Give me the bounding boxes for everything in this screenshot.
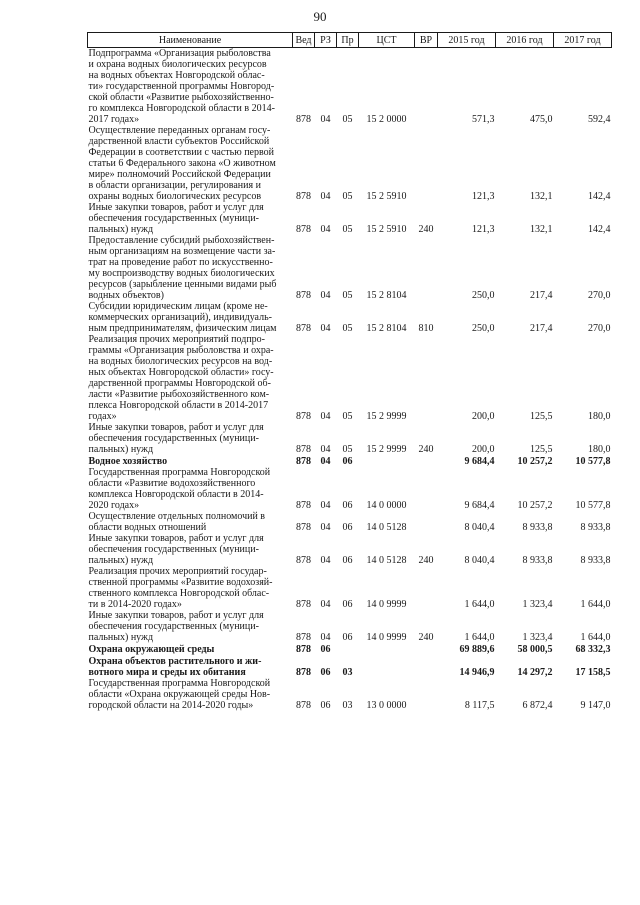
cell-2016: 125,5 — [530, 444, 553, 455]
cell-2015: 14 946,9 — [459, 667, 495, 678]
cell-rz: 04 — [320, 224, 331, 235]
cell-ved: 878 — [296, 191, 311, 202]
table-row — [88, 235, 612, 301]
cell-name: Иные закупки товаров, работ и услуг для обеспечения государственных (муници- пальных) нужд — [88, 533, 264, 566]
cell-rz: 04 — [320, 290, 331, 301]
cell-rz: 06 — [320, 667, 331, 678]
cell-2016: 10 257,2 — [517, 456, 553, 467]
cell-pr: 06 — [342, 500, 353, 511]
cell-vr: 240 — [418, 444, 434, 455]
cell-cst: 14 0 5128 — [366, 522, 407, 533]
cell-2016: 8 933,8 — [522, 522, 553, 533]
cell-vr — [415, 467, 438, 511]
cell-rz: 04 — [320, 599, 331, 610]
cell-pr: 05 — [342, 290, 353, 301]
col-header-2015: 2015 год — [438, 33, 496, 48]
cell-name: Осуществление переданных органам госу- дарственной власти субъектов Российской Федерации в соответствии с частью первой статьи 6 Федерального закона «О животном мире» полномочий Российской Федерации в области организации, регулирования и охраны водных биологических ресурсов — [88, 125, 276, 202]
cell-2017: 142,4 — [588, 191, 611, 202]
cell-2015: 1 644,0 — [464, 632, 495, 643]
table-row — [88, 511, 612, 533]
cell-2016: 125,5 — [530, 411, 553, 422]
cell-rz: 04 — [320, 456, 331, 467]
cell-cst: 15 2 5910 — [366, 191, 407, 202]
budget-table — [87, 32, 612, 711]
cell-vr — [415, 334, 438, 422]
cell-2016: 475,0 — [530, 114, 553, 125]
cell-cst: 14 0 9999 — [366, 632, 407, 643]
cell-2016: 6 872,4 — [522, 700, 553, 711]
cell-2017: 592,4 — [588, 114, 611, 125]
cell-pr: 03 — [342, 667, 353, 678]
cell-cst: 14 0 9999 — [366, 599, 407, 610]
cell-vr — [415, 455, 438, 467]
cell-ved: 878 — [296, 599, 311, 610]
col-header-ved: Вед — [293, 33, 315, 48]
cell-2017: 10 577,8 — [575, 500, 611, 511]
cell-2017: 180,0 — [588, 411, 611, 422]
cell-vr: 240 — [418, 224, 434, 235]
cell-2017: 1 644,0 — [580, 632, 611, 643]
cell-pr: 05 — [342, 444, 353, 455]
table-row — [88, 202, 612, 235]
cell-pr: 05 — [342, 411, 353, 422]
cell-2015: 250,0 — [472, 290, 495, 301]
cell-vr — [415, 511, 438, 533]
cell-2015: 8 040,4 — [464, 555, 495, 566]
cell-2016: 14 297,2 — [517, 667, 553, 678]
cell-ved: 878 — [296, 522, 311, 533]
cell-cst — [359, 455, 415, 467]
cell-vr: 240 — [418, 632, 434, 643]
cell-name: Государственная программа Новгородской области «Развитие водохозяйственного комплекса Новгородской области в 2014- 2020 годах» — [88, 467, 271, 511]
cell-pr: 06 — [342, 522, 353, 533]
table-row — [88, 610, 612, 643]
cell-2015: 9 684,4 — [464, 500, 495, 511]
cell-2017: 142,4 — [588, 224, 611, 235]
col-header-cst: ЦСТ — [359, 33, 415, 48]
cell-cst: 15 2 0000 — [366, 114, 407, 125]
cell-cst: 14 0 0000 — [366, 500, 407, 511]
cell-2016: 132,1 — [530, 224, 553, 235]
cell-2015: 8 117,5 — [464, 700, 495, 711]
table-row — [88, 455, 612, 467]
cell-ved: 878 — [296, 644, 311, 655]
cell-2016: 132,1 — [530, 191, 553, 202]
cell-rz: 04 — [320, 191, 331, 202]
cell-ved: 878 — [296, 290, 311, 301]
cell-2017: 10 577,8 — [575, 456, 611, 467]
table-header-row — [88, 33, 612, 48]
cell-ved: 878 — [296, 411, 311, 422]
cell-ved: 878 — [296, 700, 311, 711]
table-row — [88, 467, 612, 511]
cell-rz: 04 — [320, 114, 331, 125]
cell-2016: 10 257,2 — [517, 500, 553, 511]
cell-2015: 69 889,6 — [459, 644, 495, 655]
table-row — [88, 533, 612, 566]
table-row — [88, 301, 612, 334]
cell-name: Осуществление отдельных полномочий в области водных отношений — [88, 511, 266, 533]
cell-pr: 05 — [342, 224, 353, 235]
cell-name: Охрана окружающей среды — [88, 644, 215, 655]
cell-rz: 06 — [320, 644, 331, 655]
cell-rz: 04 — [320, 500, 331, 511]
cell-rz: 04 — [320, 444, 331, 455]
cell-pr — [337, 643, 359, 655]
table-row — [88, 334, 612, 422]
cell-pr: 06 — [342, 599, 353, 610]
cell-2017: 180,0 — [588, 444, 611, 455]
cell-rz: 04 — [320, 555, 331, 566]
cell-2017: 8 933,8 — [580, 555, 611, 566]
cell-pr: 06 — [342, 632, 353, 643]
cell-vr — [415, 678, 438, 711]
cell-name: Водное хозяйство — [88, 456, 168, 467]
cell-2015: 9 684,4 — [464, 456, 495, 467]
col-header-2017: 2017 год — [554, 33, 612, 48]
cell-name: Иные закупки товаров, работ и услуг для обеспечения государственных (муници- пальных) нужд — [88, 610, 264, 643]
cell-ved: 878 — [296, 632, 311, 643]
cell-vr — [415, 566, 438, 610]
col-header-pr: Пр — [337, 33, 359, 48]
cell-ved: 878 — [296, 667, 311, 678]
cell-ved: 878 — [296, 456, 311, 467]
cell-ved: 878 — [296, 500, 311, 511]
col-header-2016: 2016 год — [496, 33, 554, 48]
cell-pr: 06 — [342, 456, 353, 467]
cell-cst: 15 2 5910 — [366, 224, 407, 235]
cell-ved: 878 — [296, 444, 311, 455]
cell-ved: 878 — [296, 555, 311, 566]
cell-pr: 05 — [342, 191, 353, 202]
cell-name: Охрана объектов растительного и жи- вотного мира и среды их обитания — [88, 656, 262, 678]
table-row — [88, 125, 612, 202]
cell-name: Реализация прочих мероприятий государ- ственной программы «Развитие водохозяй- ственного комплекса Новгородской облас- ти в 2014-2020 годах» — [88, 566, 273, 610]
cell-2015: 200,0 — [472, 411, 495, 422]
cell-ved: 878 — [296, 323, 311, 334]
cell-ved: 878 — [296, 114, 311, 125]
cell-2016: 1 323,4 — [522, 599, 553, 610]
cell-pr: 05 — [342, 323, 353, 334]
cell-cst: 15 2 8104 — [366, 323, 407, 334]
cell-cst: 14 0 5128 — [366, 555, 407, 566]
table-row — [88, 422, 612, 455]
cell-cst: 15 2 9999 — [366, 444, 407, 455]
cell-rz: 06 — [320, 700, 331, 711]
cell-2015: 1 644,0 — [464, 599, 495, 610]
cell-pr: 05 — [342, 114, 353, 125]
col-header-name: Наименование — [88, 33, 293, 48]
cell-2016: 1 323,4 — [522, 632, 553, 643]
cell-rz: 04 — [320, 411, 331, 422]
cell-name: Подпрограмма «Организация рыболовства и охрана водных биологических ресурсов на водных объектах Новгородской облас- ти» государственной программы Новгород- ской области «Развитие рыбохозяйственно- го комплекса Новгородской области в 2014- 2017 годах» — [88, 48, 275, 125]
cell-2017: 9 147,0 — [580, 700, 611, 711]
table-row — [88, 643, 612, 655]
cell-pr: 03 — [342, 700, 353, 711]
cell-2015: 121,3 — [472, 224, 495, 235]
cell-pr: 06 — [342, 555, 353, 566]
table-body — [88, 48, 612, 712]
cell-2015: 571,3 — [472, 114, 495, 125]
cell-name: Предоставление субсидий рыбохозяйствен- ным организациям на возмещение части за- трат на проведение работ по искусственно- му воспроизводству водных биологических ресурсов (зарыбление ценными видами рыб водных объектов) — [88, 235, 277, 301]
cell-rz: 04 — [320, 522, 331, 533]
col-header-vr: ВР — [415, 33, 438, 48]
cell-2017: 1 644,0 — [580, 599, 611, 610]
cell-cst: 15 2 8104 — [366, 290, 407, 301]
table-row — [88, 566, 612, 610]
cell-cst — [359, 655, 415, 678]
cell-2017: 270,0 — [588, 290, 611, 301]
cell-2017: 17 158,5 — [575, 667, 611, 678]
cell-cst — [359, 643, 415, 655]
cell-vr — [415, 643, 438, 655]
cell-vr — [415, 48, 438, 126]
cell-cst: 13 0 0000 — [366, 700, 407, 711]
table-row — [88, 655, 612, 678]
cell-2015: 250,0 — [472, 323, 495, 334]
cell-2017: 8 933,8 — [580, 522, 611, 533]
cell-name: Иные закупки товаров, работ и услуг для обеспечения государственных (муници- пальных) нужд — [88, 202, 264, 235]
cell-rz: 04 — [320, 323, 331, 334]
cell-2015: 121,3 — [472, 191, 495, 202]
cell-2015: 200,0 — [472, 444, 495, 455]
cell-name: Субсидии юридическим лицам (кроме не- коммерческих организаций), индивидуаль- ным предпринимателям, физическим лицам — [88, 301, 277, 334]
cell-ved: 878 — [296, 224, 311, 235]
cell-2017: 68 332,3 — [575, 644, 611, 655]
cell-cst: 15 2 9999 — [366, 411, 407, 422]
cell-2016: 8 933,8 — [522, 555, 553, 566]
cell-vr: 810 — [418, 323, 434, 334]
cell-vr: 240 — [418, 555, 434, 566]
cell-2015: 8 040,4 — [464, 522, 495, 533]
table-row — [88, 678, 612, 711]
cell-vr — [415, 655, 438, 678]
table-row — [88, 48, 612, 126]
cell-name: Иные закупки товаров, работ и услуг для обеспечения государственных (муници- пальных) нужд — [88, 422, 264, 455]
cell-rz: 04 — [320, 632, 331, 643]
cell-vr — [415, 125, 438, 202]
col-header-rz: РЗ — [315, 33, 337, 48]
page-number: 90 — [313, 9, 327, 24]
cell-2016: 58 000,5 — [517, 644, 553, 655]
cell-2016: 217,4 — [530, 290, 553, 301]
cell-2016: 217,4 — [530, 323, 553, 334]
cell-name: Реализация прочих мероприятий подпро- граммы «Организация рыболовства и охра- на водных биологических ресурсов на вод- ных объектах Новгородской области» госу- дарственной программы Новгородской об- ласти «Развитие рыбохозяйственного ком- плекса Новгородской области в 2014-2017 годах» — [88, 334, 274, 422]
cell-2017: 270,0 — [588, 323, 611, 334]
cell-vr — [415, 235, 438, 301]
cell-name: Государственная программа Новгородской области «Охрана окружающей среды Нов- городской области на 2014-2020 годы» — [88, 678, 271, 711]
